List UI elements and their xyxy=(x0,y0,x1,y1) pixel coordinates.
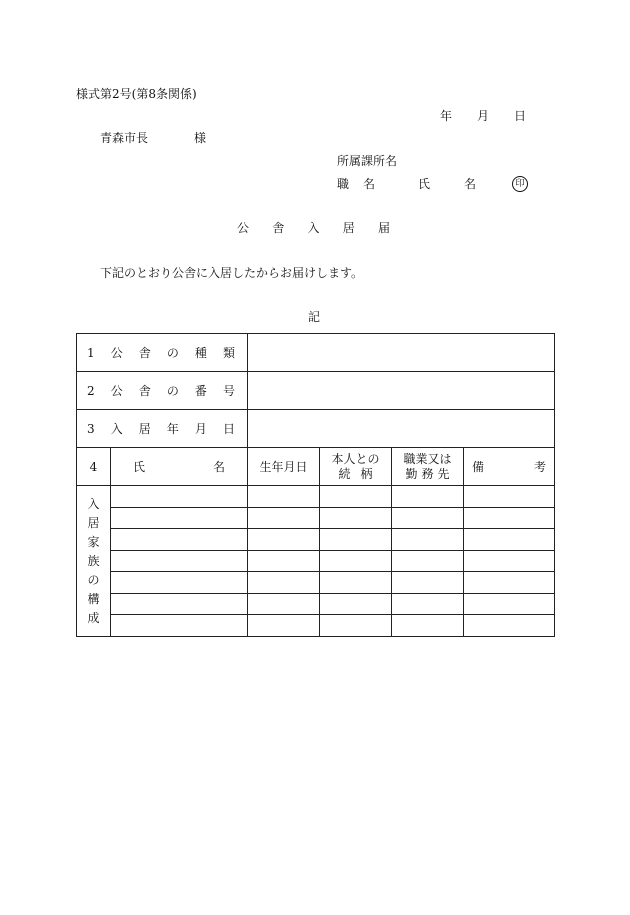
family-name-cell[interactable] xyxy=(111,572,248,594)
family-remarks-cell[interactable] xyxy=(464,550,555,572)
family-occupation-cell[interactable] xyxy=(392,572,464,594)
family-occupation-cell[interactable] xyxy=(392,486,464,508)
seal-icon: 印 xyxy=(512,176,528,192)
form-number: 様式第2号(第8条関係) xyxy=(76,87,197,101)
family-relation-cell[interactable] xyxy=(320,593,392,615)
row-number: 2 xyxy=(87,383,95,398)
family-name-cell[interactable] xyxy=(111,507,248,529)
family-relation-cell[interactable] xyxy=(320,572,392,594)
label-char: 舎 xyxy=(138,346,151,360)
family-occupation-cell[interactable] xyxy=(392,615,464,637)
position-char-1: 職 xyxy=(337,177,350,191)
date-year-label: 年 xyxy=(440,109,453,123)
family-header-row xyxy=(77,448,555,486)
family-birthdate-cell[interactable] xyxy=(248,486,320,508)
table-row-move-in-date xyxy=(77,410,555,448)
title-char-1: 公 xyxy=(237,221,250,235)
label-char: 公 xyxy=(110,384,123,398)
ki-label: 記 xyxy=(308,310,321,324)
document-title xyxy=(237,221,390,235)
label-char: の xyxy=(87,572,100,587)
table-row xyxy=(77,529,555,551)
label-char: 種 xyxy=(194,346,207,360)
relation-header xyxy=(320,448,392,486)
label-char: 居 xyxy=(87,515,100,530)
header-char: 備 xyxy=(472,460,485,474)
header-char: 勤 xyxy=(405,466,418,481)
family-occupation-cell[interactable] xyxy=(392,593,464,615)
occupation-header-line1: 職業又は xyxy=(403,451,452,466)
table-row xyxy=(77,507,555,529)
family-name-cell[interactable] xyxy=(111,550,248,572)
family-remarks-cell[interactable] xyxy=(464,507,555,529)
header-char: 氏 xyxy=(133,460,146,474)
family-birthdate-cell[interactable] xyxy=(248,615,320,637)
family-relation-cell[interactable] xyxy=(320,529,392,551)
addressee: 青森市長 xyxy=(100,131,149,145)
residence-type-label xyxy=(77,334,248,372)
intro-text: 下記のとおり公舎に入居したからお届けします。 xyxy=(100,266,364,280)
table-row xyxy=(77,486,555,508)
family-relation-cell[interactable] xyxy=(320,486,392,508)
family-remarks-cell[interactable] xyxy=(464,593,555,615)
title-char-4: 居 xyxy=(342,221,355,235)
header-char: 続 xyxy=(338,466,351,481)
family-relation-cell[interactable] xyxy=(320,615,392,637)
label-char: 舎 xyxy=(138,384,151,398)
move-in-date-label xyxy=(77,410,248,448)
label-char: 族 xyxy=(87,553,100,568)
header-char: 務 xyxy=(421,466,434,481)
family-birthdate-cell[interactable] xyxy=(248,507,320,529)
family-remarks-cell[interactable] xyxy=(464,529,555,551)
family-remarks-cell[interactable] xyxy=(464,572,555,594)
header-char: 柄 xyxy=(360,466,373,481)
family-birthdate-cell[interactable] xyxy=(248,572,320,594)
label-char: 構 xyxy=(87,591,100,606)
name-char-1: 氏 xyxy=(418,177,431,191)
relation-header-line1: 本人との xyxy=(331,451,380,466)
position-char-2: 名 xyxy=(362,177,375,191)
date-day-label: 日 xyxy=(513,109,526,123)
family-birthdate-cell[interactable] xyxy=(248,593,320,615)
label-char: 公 xyxy=(110,346,123,360)
family-occupation-cell[interactable] xyxy=(392,529,464,551)
table-row xyxy=(77,593,555,615)
family-occupation-cell[interactable] xyxy=(392,550,464,572)
label-char: の xyxy=(166,384,179,398)
family-birthdate-cell[interactable] xyxy=(248,529,320,551)
title-char-5: 届 xyxy=(377,221,390,235)
label-char: の xyxy=(166,346,179,360)
relation-header-line2 xyxy=(320,467,391,482)
label-char: 号 xyxy=(222,384,235,398)
residence-number-label xyxy=(77,372,248,410)
family-section-number: 4 xyxy=(77,448,111,486)
family-composition-label xyxy=(77,486,111,637)
birthdate-header: 生年月日 xyxy=(248,448,320,486)
family-name-header xyxy=(111,448,248,486)
family-relation-cell[interactable] xyxy=(320,507,392,529)
label-char: 類 xyxy=(222,346,235,360)
move-in-date-field[interactable] xyxy=(248,410,555,448)
label-char: 番 xyxy=(194,384,207,398)
family-relation-cell[interactable] xyxy=(320,550,392,572)
table-row xyxy=(77,550,555,572)
row-number: 3 xyxy=(87,421,95,436)
position-label xyxy=(337,177,375,191)
department-label: 所属課所名 xyxy=(337,154,398,168)
table-row-residence-number xyxy=(77,372,555,410)
family-remarks-cell[interactable] xyxy=(464,615,555,637)
family-name-cell[interactable] xyxy=(111,593,248,615)
family-remarks-cell[interactable] xyxy=(464,486,555,508)
family-birthdate-cell[interactable] xyxy=(248,550,320,572)
date-month-label: 月 xyxy=(476,109,489,123)
table-row xyxy=(77,615,555,637)
family-name-cell[interactable] xyxy=(111,529,248,551)
label-char: 居 xyxy=(138,422,151,436)
residence-type-field[interactable] xyxy=(248,334,555,372)
label-char: 月 xyxy=(194,422,207,436)
header-char: 名 xyxy=(212,460,225,474)
occupation-header-line2 xyxy=(392,467,463,482)
label-char: 年 xyxy=(166,422,179,436)
row-number: 1 xyxy=(87,345,95,360)
table-row-residence-type xyxy=(77,334,555,372)
residence-number-field[interactable] xyxy=(248,372,555,410)
label-char: 日 xyxy=(222,422,235,436)
label-char: 成 xyxy=(87,610,100,625)
family-name-cell[interactable] xyxy=(111,486,248,508)
family-occupation-cell[interactable] xyxy=(392,507,464,529)
occupation-header xyxy=(392,448,464,486)
form-table xyxy=(76,333,555,637)
title-char-2: 舎 xyxy=(272,221,285,235)
label-char: 入 xyxy=(87,496,100,511)
honorific: 様 xyxy=(194,131,207,145)
date-line xyxy=(440,109,526,123)
seal-mark xyxy=(512,176,528,192)
label-char: 家 xyxy=(87,534,100,549)
name-label xyxy=(418,177,476,191)
name-char-2: 名 xyxy=(463,177,476,191)
header-char: 考 xyxy=(533,460,546,474)
header-char: 先 xyxy=(437,466,450,481)
label-char: 入 xyxy=(110,422,123,436)
title-char-3: 入 xyxy=(307,221,320,235)
family-name-cell[interactable] xyxy=(111,615,248,637)
table-row xyxy=(77,572,555,594)
remarks-header xyxy=(464,448,555,486)
